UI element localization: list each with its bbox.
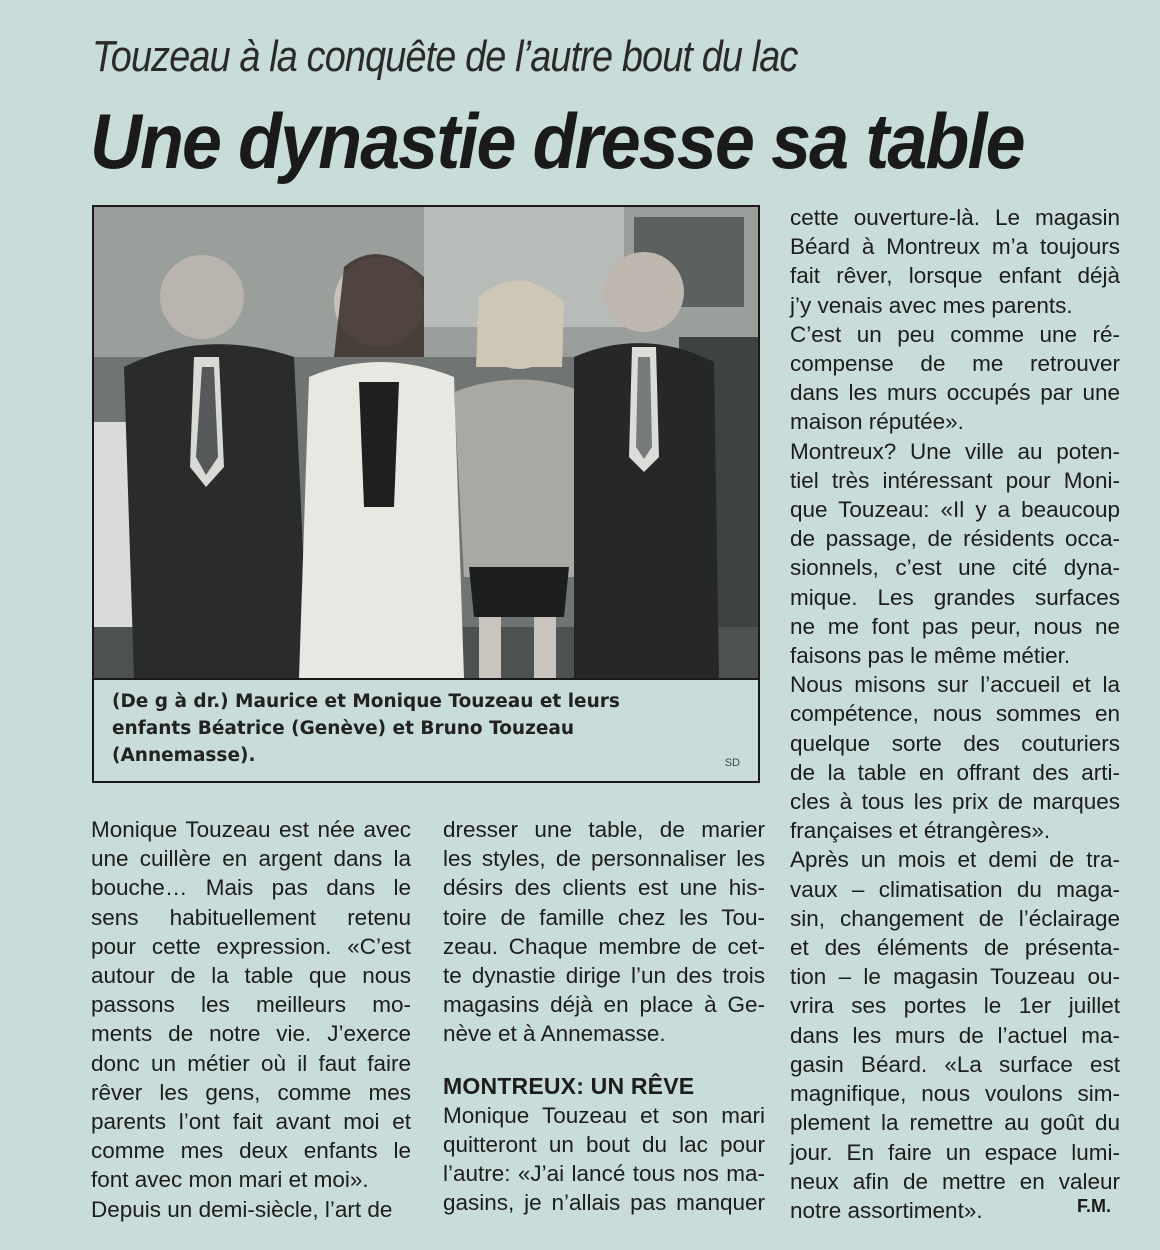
body-text-line: dans les murs occupés par une xyxy=(790,380,1120,406)
body-text-line: tion – le magasin Touzeau ou- xyxy=(790,964,1120,990)
body-text-line: sens habituellement retenu xyxy=(91,904,411,930)
body-text-line: ne me font pas peur, nous ne xyxy=(790,613,1120,639)
article-column-1 xyxy=(91,815,411,1224)
body-text-line: maison réputée». xyxy=(790,409,964,435)
body-text-line: jour. En faire un espace lumi- xyxy=(790,1139,1120,1165)
body-text-line: compétence, nous sommes en xyxy=(790,701,1120,727)
body-text-line: Monique Touzeau et son mari xyxy=(443,1102,765,1128)
body-text-line: C’est un peu comme une ré- xyxy=(790,321,1120,347)
body-text-line: françaises et étrangères». xyxy=(790,818,1051,844)
article-column-2 xyxy=(443,815,765,1218)
body-text-line: les styles, de personnaliser les xyxy=(443,846,765,872)
body-text-line: te dynastie dirige l’un des trois xyxy=(443,963,765,989)
body-text-line: tiel très intéressant pour Moni- xyxy=(790,467,1120,493)
body-text-line: de la table en offrant des arti- xyxy=(790,759,1120,785)
body-text-line: plement la remettre au goût du xyxy=(790,1110,1120,1136)
body-text-line: cles à tous les prix de marques xyxy=(790,789,1120,815)
body-text-line: désirs des clients est une his- xyxy=(443,875,765,901)
body-text-line: donc un métier où il faut faire xyxy=(91,1050,411,1076)
body-text-line: vaux – climatisation du maga- xyxy=(790,876,1120,902)
body-text-line: dresser une table, de marier xyxy=(443,817,765,842)
article-column-3 xyxy=(790,203,1120,1225)
body-text-line: quitteront un bout du lac pour xyxy=(443,1132,765,1158)
photo-caption xyxy=(112,688,712,769)
body-text-line: mique. Les grandes surfaces xyxy=(790,584,1120,610)
caption-line: enfants Béatrice (Genève) et Bruno Touzeau xyxy=(112,718,575,739)
body-text-line: autour de la table que nous xyxy=(91,963,411,989)
body-text-line: vrira ses portes le 1er juillet xyxy=(790,993,1120,1019)
body-text-line: pour cette expression. «C’est xyxy=(91,933,411,959)
body-text-line: fait rêver, lorsque enfant déjà xyxy=(790,263,1120,289)
body-text-line: sin, changement de l’éclairage xyxy=(790,905,1120,931)
body-text-line: quelque sorte des couturiers xyxy=(790,730,1120,756)
body-text-line: gasins, je n’allais pas manquer xyxy=(443,1190,765,1216)
body-text-line: toire de famille chez les Tou- xyxy=(443,904,765,930)
body-text-line: bouche… Mais pas dans le xyxy=(91,875,411,901)
body-text-line: magasins déjà en place à Ge- xyxy=(443,992,765,1018)
body-text-line: gasin Béard. «La surface est xyxy=(790,1051,1120,1077)
body-text-line: magnifique, nous voulons sim- xyxy=(790,1081,1120,1107)
body-text-line: neux afin de mettre en valeur xyxy=(790,1168,1120,1194)
body-text-line: Montreux? Une ville au poten- xyxy=(790,438,1120,464)
body-text-line: Après un mois et demi de tra- xyxy=(790,847,1120,873)
body-text-line: une cuillère en argent dans la xyxy=(91,846,411,872)
body-text-line: parents l’ont fait avant moi et xyxy=(91,1109,411,1135)
article-headline: Une dynastie dresse sa table xyxy=(90,97,1024,185)
body-text-line: notre assortiment». xyxy=(790,1197,983,1223)
article-photo xyxy=(92,205,760,680)
article-kicker: Touzeau à la conquête de l’autre bout du lac xyxy=(92,32,798,81)
body-text-line: Nous misons sur l’accueil et la xyxy=(790,672,1120,698)
body-text-line: comme mes deux enfants le xyxy=(91,1138,411,1164)
body-text-line: faisons pas le même métier. xyxy=(790,643,1071,669)
body-text-line: l’autre: «J’ai lancé tous nos ma- xyxy=(443,1161,765,1187)
body-text-line: Depuis un demi-siècle, l’art de xyxy=(91,1196,393,1222)
body-text-line: de passage, de résidents occa- xyxy=(790,526,1120,552)
caption-line: (Annemasse). xyxy=(112,745,256,766)
body-text-line: Béard à Montreux m’a toujours xyxy=(790,234,1120,260)
section-subhead: MONTREUX: UN RÊVE xyxy=(443,1072,695,1099)
body-text-line: que Touzeau: «Il y a beaucoup xyxy=(790,497,1120,523)
body-text-line: ments de notre vie. J’exerce xyxy=(91,1021,411,1047)
body-text-line: rêver les gens, comme mes xyxy=(91,1079,411,1105)
caption-line: (De g à dr.) Maurice et Monique Touzeau et leurs xyxy=(112,691,620,712)
body-text-line: zeau. Chaque membre de cet- xyxy=(443,933,765,959)
author-signature: F.M. xyxy=(1077,1196,1111,1216)
body-text-line: dans les murs de l’actuel ma- xyxy=(790,1022,1120,1048)
body-text-line: j’y venais avec mes parents. xyxy=(790,292,1073,318)
body-text-line: compense de me retrouver xyxy=(790,351,1120,377)
photo-illustration xyxy=(94,207,758,678)
body-text-line: et des éléments de présenta- xyxy=(790,935,1120,961)
photo-caption-box xyxy=(92,680,760,783)
body-text-line: sionnels, c’est une cité dyna- xyxy=(790,555,1120,581)
body-text-line: passons les meilleurs mo- xyxy=(91,992,411,1018)
body-text-line: nève et à Annemasse. xyxy=(443,1021,666,1047)
body-text-line: cette ouverture-là. Le magasin xyxy=(790,205,1120,230)
body-text-line: font avec mon mari et moi». xyxy=(91,1167,369,1193)
body-text-line: Monique Touzeau est née avec xyxy=(91,817,411,842)
photo-credit: SD xyxy=(724,757,740,769)
